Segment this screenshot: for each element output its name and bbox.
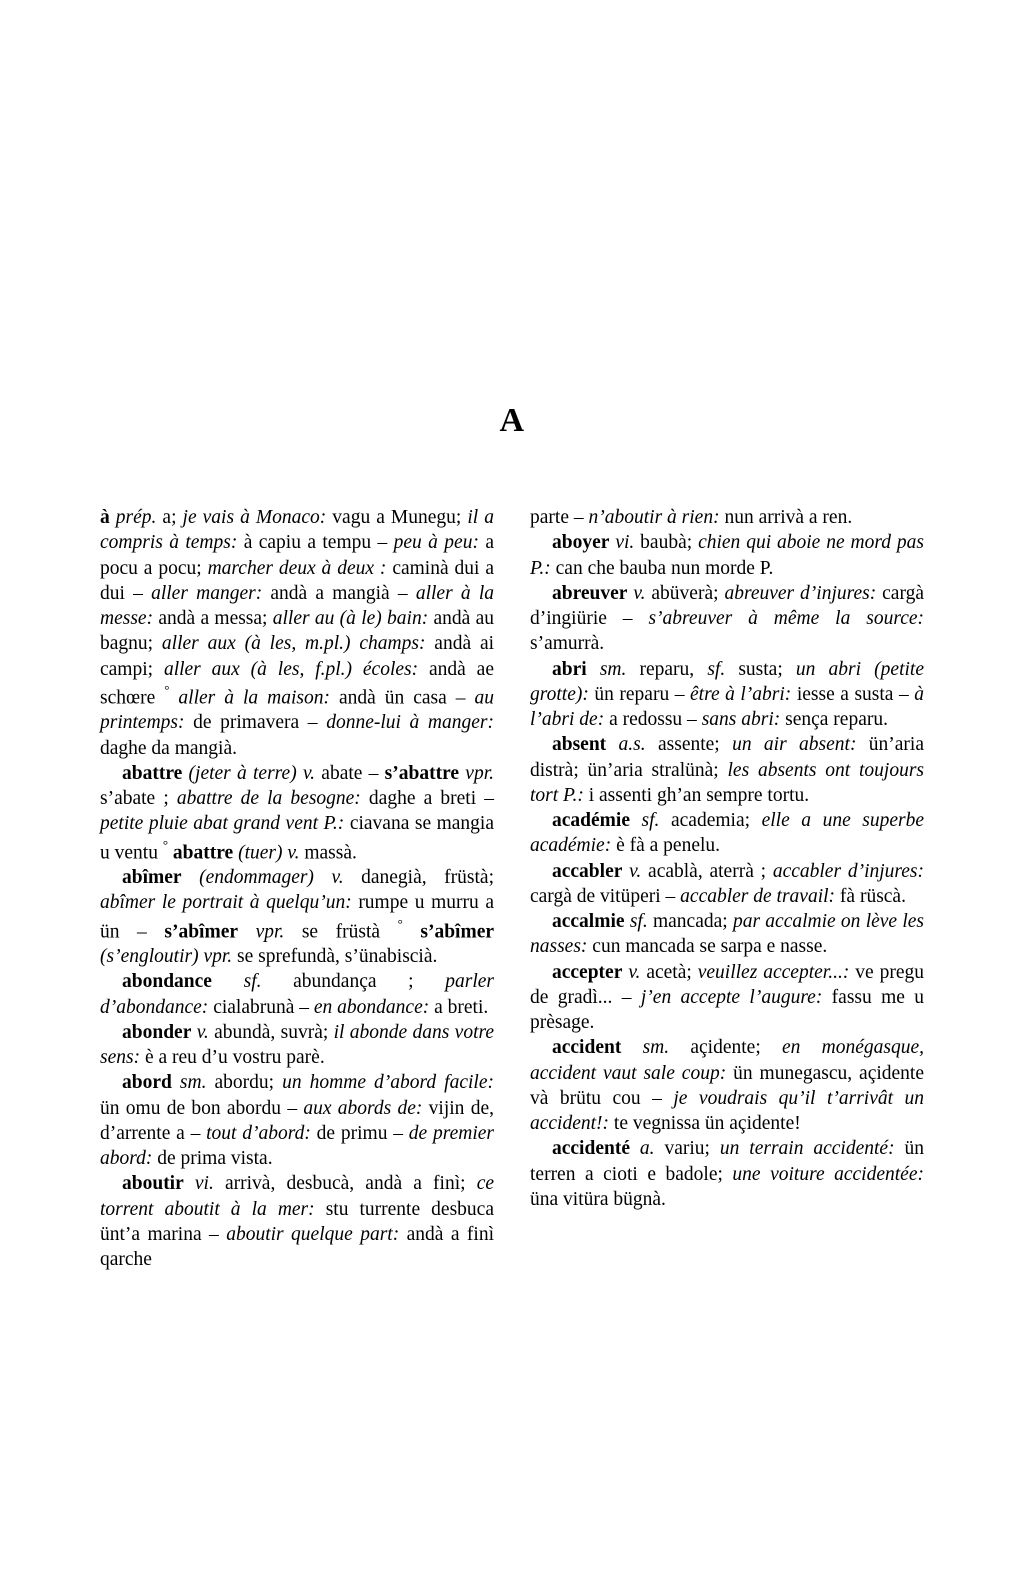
dictionary-entry <box>100 1020 494 1071</box>
entry-text: stu turrente desbuca ünt’a marina – <box>100 1198 494 1245</box>
entry-italic-text: vpr. <box>255 920 285 942</box>
entry-italic-text: peu à peu: <box>393 532 479 554</box>
entry-headword: accabler <box>552 860 623 882</box>
entry-text: cialabrunà – <box>208 996 314 1018</box>
entry-text: de primavera – <box>184 712 327 734</box>
entry-italic-text: marcher deux à deux : <box>207 557 387 579</box>
entry-text: se sprefundà, s’ünabiscià. <box>232 946 438 967</box>
left-column <box>100 505 494 1272</box>
entry-text: danegià, früstà; <box>343 867 494 888</box>
entry-text: i assenti gh’an sempre tortu. <box>583 784 810 806</box>
entry-italic-text: aller à la messe: <box>100 582 494 629</box>
entry-text: andà ün casa – <box>329 687 475 708</box>
entry-text <box>403 921 421 942</box>
entry-italic-text: ce torrent aboutit à la mer: <box>100 1173 494 1220</box>
entry-headword: académie <box>552 810 630 831</box>
entry-text: de prima vista. <box>152 1148 273 1169</box>
dictionary-entry <box>530 1136 924 1212</box>
entry-text: ve pregu de gradì... – <box>530 961 924 1008</box>
entry-text: fassu me u prèsage. <box>530 986 925 1033</box>
entry-italic-text: aller manger: <box>151 582 263 604</box>
entry-headword: aboyer <box>552 532 610 554</box>
entry-italic-text: parler d’abondance: <box>100 971 494 1018</box>
entry-text <box>630 1138 640 1159</box>
entry-text: cargà de vitüperi – <box>530 885 681 907</box>
entry-text: s’amurrà. <box>530 633 605 655</box>
entry-italic-text: sm. <box>179 1072 207 1094</box>
entry-text <box>182 867 200 888</box>
entry-text: ün’aria distrà; ün’aria stralünà; <box>530 734 925 781</box>
entry-italic-text: sm. <box>642 1037 670 1059</box>
entry-italic-text: sm. <box>599 658 627 680</box>
entry-text: vagu a Munegu; <box>326 507 468 528</box>
entry-text: ün omu de bon abordu – <box>100 1097 304 1119</box>
dictionary-entry <box>100 761 494 865</box>
entry-italic-text: les absents ont toujours tort P.: <box>530 759 924 806</box>
entry-text: abordu; <box>206 1072 283 1094</box>
entry-marker-icon: ° <box>164 681 170 697</box>
entry-text: abundà, suvrà; <box>208 1021 334 1043</box>
entry-text: cun mancada se sarpa e nasse. <box>587 936 828 958</box>
entry-headword: abreuver <box>552 582 628 604</box>
entry-italic-text: n’aboutir à rien: <box>588 507 720 528</box>
entry-text: vijin de, d’arrente a – <box>100 1097 494 1144</box>
entry-italic-text: abreuver d’injures: <box>724 582 877 604</box>
entry-italic-text: a.s. <box>618 734 646 756</box>
entry-italic-text: a. <box>639 1138 655 1160</box>
entry-italic-text: sf. <box>243 971 262 993</box>
entry-italic-text: aller aux (à les, m.pl.) champs: <box>161 633 426 655</box>
dictionary-entry <box>100 1171 494 1272</box>
entry-headword: accident <box>552 1037 622 1059</box>
entry-text: can che bauba nun morde P. <box>550 557 774 579</box>
entry-italic-text: vpr. <box>465 762 495 784</box>
entry-italic-text: abattre de la besogne: <box>176 788 361 809</box>
entry-italic-text: vi. <box>615 532 635 554</box>
entry-text: andà ae schœre <box>100 658 494 708</box>
entry-italic-text: (jeter à terre) <box>188 762 297 784</box>
entry-italic-text: un terrain accidenté: <box>719 1138 895 1160</box>
entry-italic-text: aller au (à le) bain: <box>272 608 429 629</box>
entry-text: massà. <box>299 841 357 863</box>
entry-text: andà a messa; <box>153 608 273 629</box>
dictionary-entry <box>530 505 924 530</box>
entry-italic-text: donne-lui à manger: <box>326 712 494 734</box>
dictionary-entry <box>100 1070 494 1171</box>
entry-text: andà a mangià – <box>262 582 416 604</box>
entry-italic-text: un homme d’abord facile: <box>282 1072 494 1094</box>
entry-text: mancada; <box>647 911 733 932</box>
entry-headword: abattre <box>172 841 234 863</box>
dictionary-entry <box>530 1035 924 1136</box>
entry-text <box>621 1037 642 1058</box>
entry-italic-text: aux abords de: <box>303 1097 423 1119</box>
entry-text <box>212 971 244 992</box>
entry-text <box>587 659 600 680</box>
entry-text: abundança ; <box>261 971 446 993</box>
entry-italic-text: tout d’abord: <box>206 1122 311 1144</box>
entry-text: è a reu d’u vostru parè. <box>140 1047 325 1068</box>
entry-italic-text: aboutir quelque part: <box>226 1223 400 1245</box>
entry-text: rumpe u murru a ün – <box>100 892 494 942</box>
entry-text: s’abate ; <box>100 788 177 809</box>
entry-italic-text: (endommager) <box>199 867 314 888</box>
entry-italic-text: v. <box>287 841 300 863</box>
entry-italic-text: v. <box>302 762 316 784</box>
entry-italic-text: en abondance: <box>313 996 430 1018</box>
dictionary-entry <box>530 960 924 1036</box>
entry-text <box>172 1072 180 1093</box>
entry-italic-text: sans abri: <box>701 709 781 730</box>
entry-italic-text: de premier abord: <box>100 1122 494 1169</box>
entry-text: à capiu a tempu – <box>237 532 394 554</box>
entry-marker-icon: ° <box>162 836 169 852</box>
entry-text: acetà; <box>640 961 698 983</box>
entry-text: andà a finì qarche <box>100 1223 494 1270</box>
entry-italic-text: accabler de travail: <box>680 885 836 907</box>
entry-text: se früstà <box>284 920 398 942</box>
entry-italic-text: v. <box>628 961 641 983</box>
entry-italic-text: je voudrais qu’il t’arrivât un accident!: <box>530 1087 924 1134</box>
entry-italic-text: aller à la maison: <box>178 687 330 708</box>
entry-text: academia; <box>659 810 762 831</box>
entry-text: è fà a penelu. <box>611 835 721 857</box>
entry-text: nun arrivà a ren. <box>719 507 853 528</box>
entry-italic-text: v. <box>629 860 642 882</box>
entry-italic-text: prép. <box>115 507 157 528</box>
page-letter-heading: A <box>499 402 525 439</box>
entry-headword: abîmer <box>122 867 182 888</box>
entry-text: acablà, aterrà ; <box>641 860 773 882</box>
entry-headword: accalmie <box>552 911 625 932</box>
entry-text: andà ai campi; <box>100 633 495 680</box>
entry-text <box>184 1173 195 1194</box>
entry-italic-text: un air absent: <box>732 734 857 756</box>
entry-headword: abord <box>122 1072 172 1094</box>
entry-text: a; <box>156 507 183 528</box>
entry-text <box>238 921 256 942</box>
entry-text: cargà d’ingiürie – <box>530 582 925 629</box>
entry-italic-text: en monégasque, accident vaut sale coup: <box>530 1037 925 1084</box>
entry-text: iesse a susta – <box>791 683 915 705</box>
dictionary-entry <box>530 530 924 581</box>
entry-text: baubà; <box>634 532 699 554</box>
entry-text: parte – <box>530 507 589 528</box>
right-column <box>530 505 924 1272</box>
entry-text: ciavana se mangia u ventu <box>100 813 494 863</box>
entry-italic-text: sf. <box>641 810 660 831</box>
entry-italic-text: (s’engloutir) vpr. <box>100 946 233 967</box>
entry-text: daghe a breti – <box>360 788 494 809</box>
entry-text: sença reparu. <box>780 709 888 730</box>
entry-text: reparu, <box>626 658 708 680</box>
entry-italic-text: sf. <box>629 911 648 932</box>
entry-italic-text: sf. <box>707 658 726 680</box>
dictionary-entry <box>530 581 924 657</box>
entry-italic-text: v. <box>633 582 646 604</box>
entry-text: fà rüscà. <box>835 885 906 907</box>
entry-text: üna vitüra bügnà. <box>530 1188 666 1210</box>
entry-headword: s’abattre <box>384 762 460 784</box>
entry-marker-icon: ° <box>397 915 403 931</box>
dictionary-entry <box>100 969 494 1020</box>
entry-italic-text: aller aux (à les, f.pl.) écoles: <box>163 658 419 680</box>
entry-italic-text: au printemps: <box>100 687 494 734</box>
entry-headword: abri <box>552 658 587 680</box>
entry-text: de primu – <box>310 1122 409 1144</box>
entry-text: te vegnissa ün açidente! <box>609 1113 801 1134</box>
entry-text: ün reparu – <box>588 683 690 705</box>
entry-text: açidente; <box>669 1037 782 1059</box>
text-columns <box>100 505 924 1272</box>
entry-headword: absent <box>552 734 607 756</box>
entry-italic-text: accabler d’injures: <box>772 860 925 882</box>
entry-text: daghe da mangià. <box>100 737 237 759</box>
entry-text: andà au bagnu; <box>100 608 495 655</box>
entry-italic-text: il a compris à temps: <box>100 507 494 554</box>
entry-italic-text: un abri (petite grotte): <box>530 658 924 705</box>
entry-italic-text: abîmer le portrait à quelqu’un: <box>100 892 352 914</box>
entry-italic-text: j’en accepte l’augure: <box>640 986 823 1008</box>
entry-headword: abattre <box>122 762 183 784</box>
entry-italic-text: chien qui aboie ne mord pas P.: <box>530 532 924 579</box>
entry-headword: s’abîmer <box>164 920 239 942</box>
entry-italic-text: vi. <box>194 1173 214 1195</box>
entry-text <box>630 810 642 831</box>
entry-text: a breti. <box>429 996 489 1018</box>
entry-italic-text: à l’abri de: <box>530 683 924 730</box>
entry-headword: accidenté <box>552 1138 630 1160</box>
entry-headword: à <box>100 507 110 528</box>
entry-text: abate – <box>315 762 385 784</box>
dictionary-entry <box>530 808 924 859</box>
entry-text: ün terren a cioti e badole; <box>530 1138 924 1185</box>
entry-text: ün munegascu, açidente và brütu cou – <box>530 1062 924 1109</box>
entry-italic-text: v. <box>331 867 344 888</box>
entry-text <box>606 734 618 755</box>
entry-text: a pocu a pocu; <box>100 532 494 579</box>
entry-italic-text: s’abreuver à même la source: <box>648 608 924 629</box>
entry-italic-text: (tuer) <box>238 841 283 863</box>
dictionary-entry <box>530 657 924 733</box>
dictionary-entry <box>530 909 924 960</box>
entry-italic-text: il abonde dans votre sens: <box>100 1021 495 1068</box>
entry-text <box>314 867 332 888</box>
entry-headword: accepter <box>552 961 623 983</box>
dictionary-entry <box>100 505 494 761</box>
entry-text: variu; <box>654 1138 720 1160</box>
entry-headword: abondance <box>122 971 212 993</box>
entry-text: caminà dui a dui – <box>100 557 494 604</box>
entry-italic-text: par accalmie on lève les nasses: <box>530 911 924 958</box>
dictionary-entry <box>530 732 924 808</box>
entry-text: a redossu – <box>604 709 702 730</box>
entry-italic-text: v. <box>196 1021 209 1043</box>
entry-text: susta; <box>725 658 796 680</box>
entry-text: arrivà, desbucà, andà a finì; <box>213 1173 477 1195</box>
entry-text: assente; <box>645 734 733 756</box>
entry-italic-text: une voiture accidentée: <box>732 1163 924 1185</box>
entry-italic-text: veuillez accepter...: <box>697 961 850 983</box>
dictionary-entry <box>100 865 494 969</box>
entry-italic-text: elle a une superbe académie: <box>530 810 925 857</box>
dictionary-entry <box>530 859 924 910</box>
entry-headword: aboutir <box>122 1173 184 1195</box>
entry-italic-text: je vais à Monaco: <box>182 507 327 528</box>
entry-italic-text: être à l’abri: <box>690 683 792 705</box>
entry-headword: abonder <box>122 1021 192 1043</box>
entry-text: abüverà; <box>645 582 725 604</box>
entry-headword: s’abîmer <box>420 920 495 942</box>
entry-italic-text: petite pluie abat grand vent P.: <box>100 813 345 835</box>
